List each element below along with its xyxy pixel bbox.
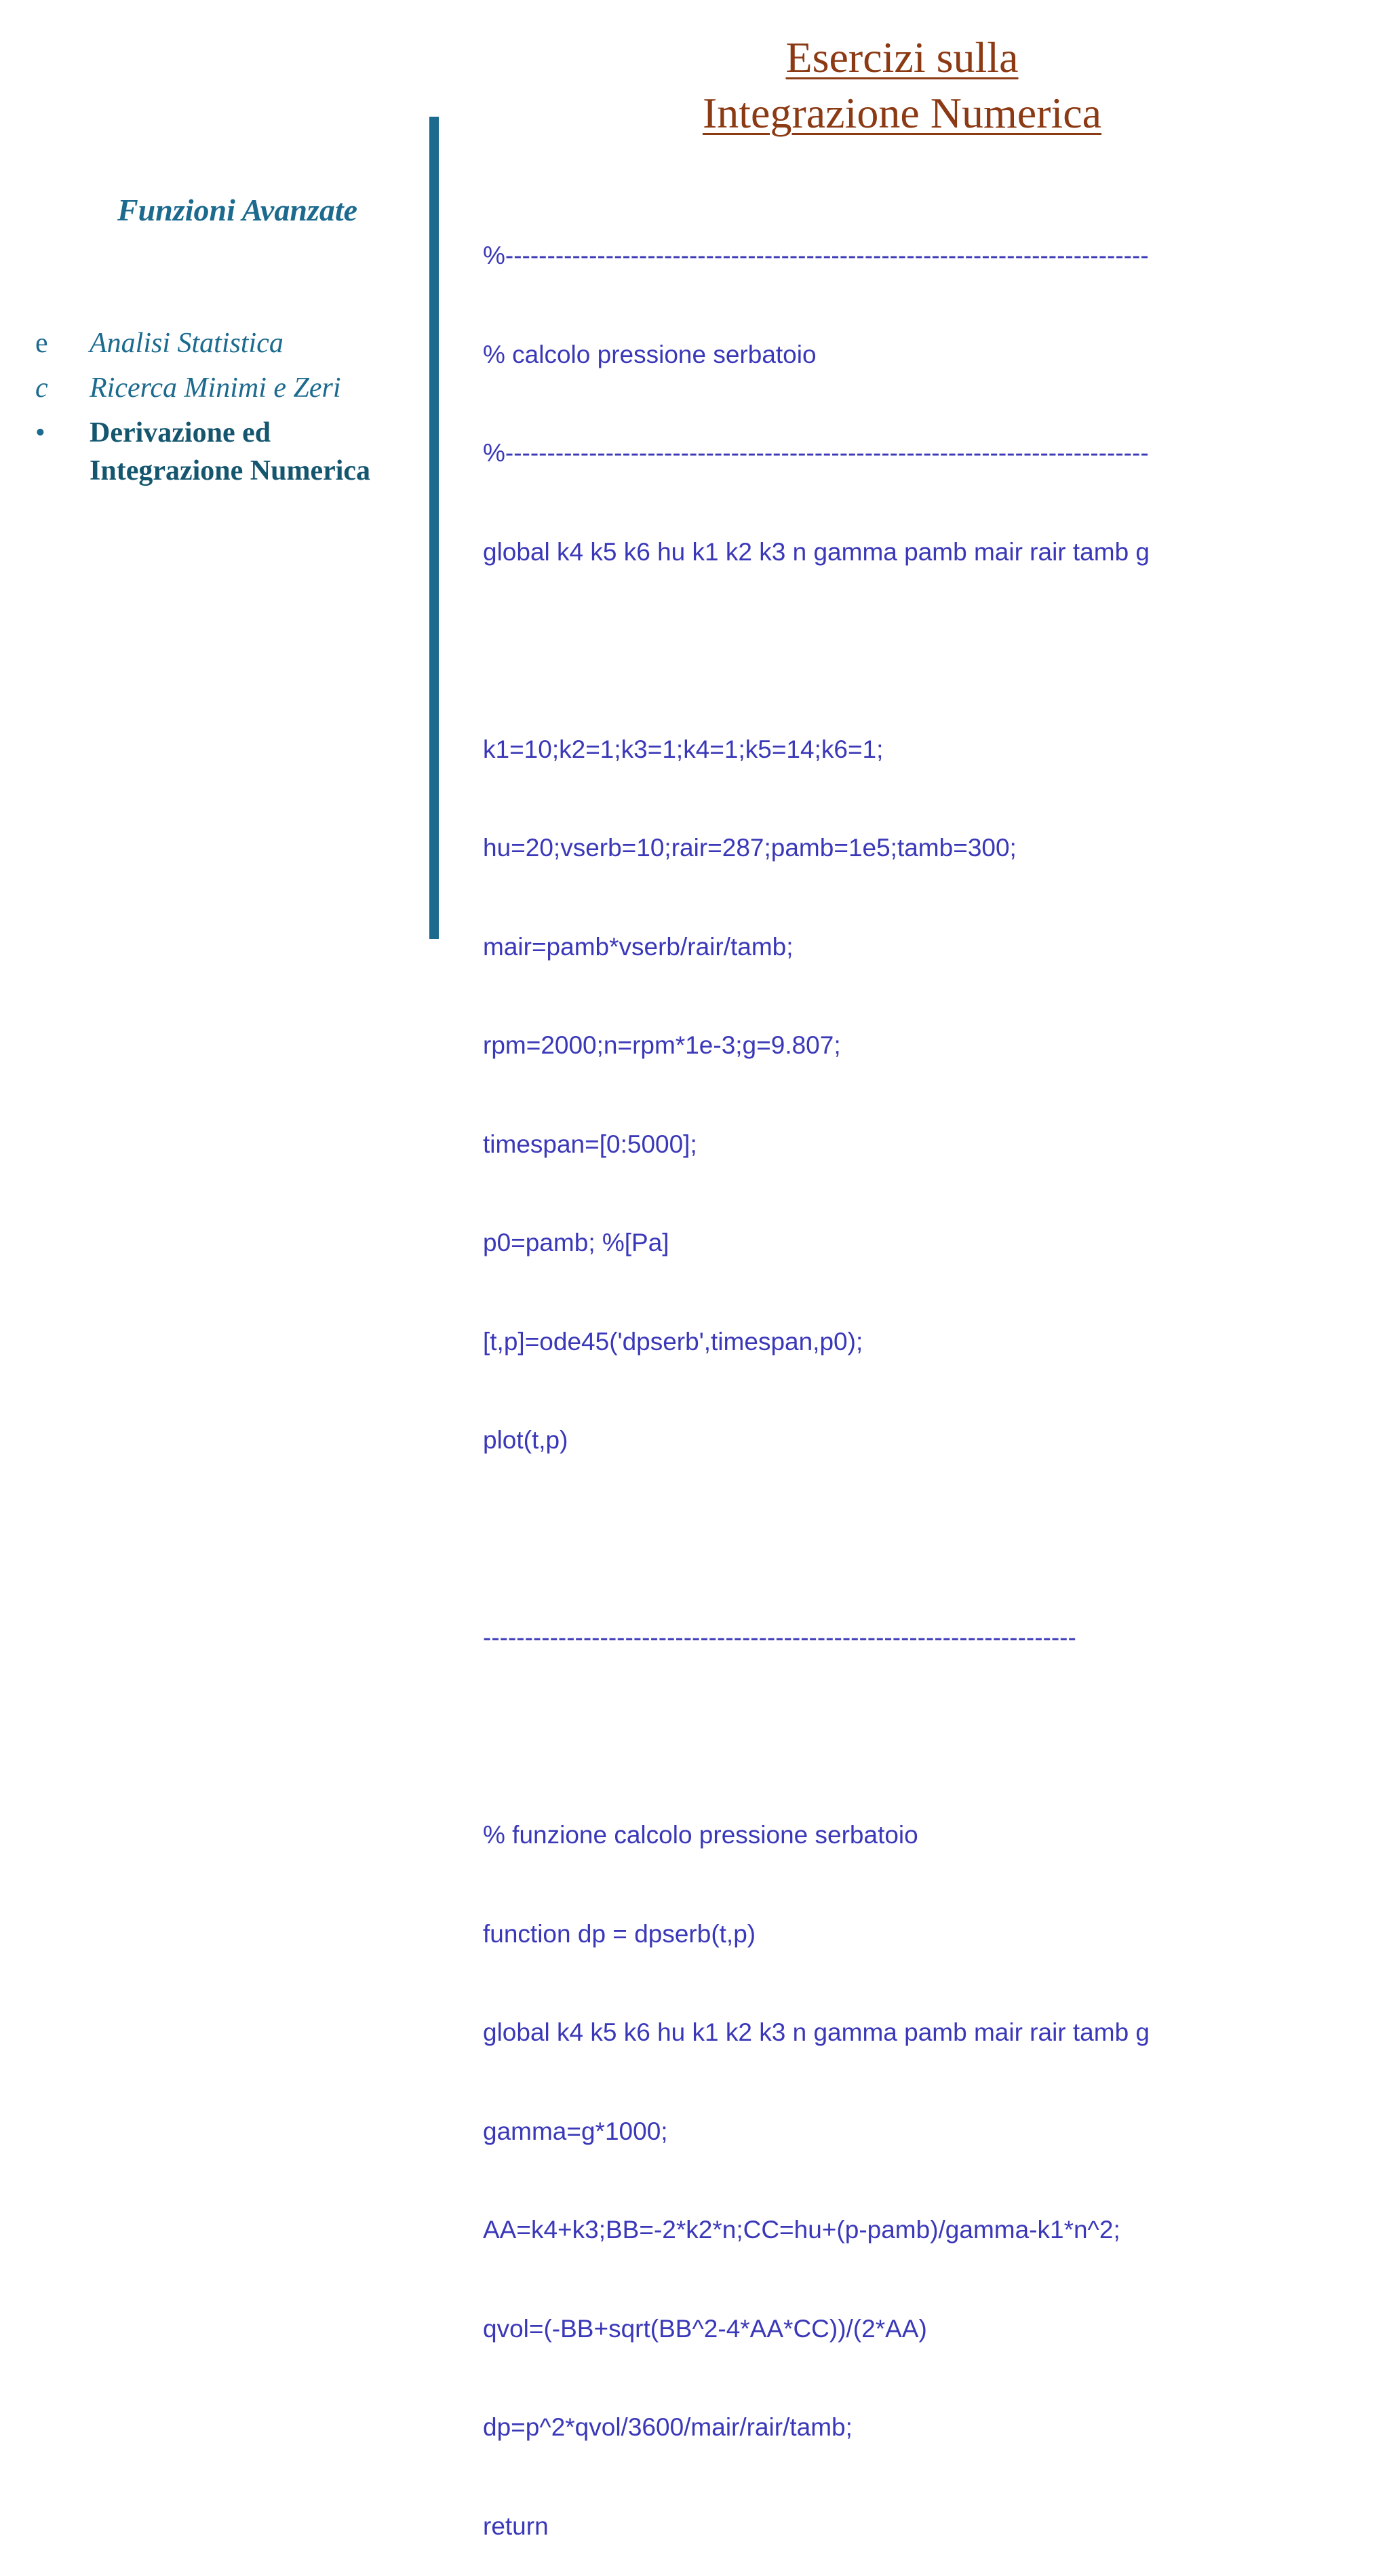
code-line: %----------------------------------------------------------------------------- xyxy=(483,439,1149,467)
topic-marker: c xyxy=(35,372,48,404)
code-line: gamma=g*1000; xyxy=(483,2117,668,2145)
code-line xyxy=(483,634,1365,668)
code-line: plot(t,p) xyxy=(483,1426,568,1454)
topic-item-derivazione-integrazione xyxy=(35,414,415,490)
code-line xyxy=(483,1523,1365,1556)
topic-item-ricerca-minimi-zeri xyxy=(35,369,415,407)
code-listing xyxy=(483,174,1365,2576)
code-line xyxy=(483,1720,1365,1754)
topic-label: Analisi Statistica xyxy=(90,328,283,359)
topic-marker: e xyxy=(35,328,48,359)
topic-label-line-2: Integrazione Numerica xyxy=(90,455,371,486)
code-line: AA=k4+k3;BB=-2*k2*n;CC=hu+(p-pamb)/gamma-k1*n^2; xyxy=(483,2216,1120,2244)
vertical-divider xyxy=(429,117,439,939)
code-line: rpm=2000;n=rpm*1e-3;g=9.807; xyxy=(483,1031,841,1059)
code-line: return xyxy=(483,2512,549,2540)
slide-title xyxy=(610,30,1194,141)
topic-list xyxy=(35,324,415,497)
topic-item-analisi-statistica xyxy=(35,324,415,362)
code-line: % calcolo pressione serbatoio xyxy=(483,340,817,368)
code-line: hu=20;vserb=10;rair=287;pamb=1e5;tamb=300; xyxy=(483,834,1017,862)
code-line: dp=p^2*qvol/3600/mair/rair/tamb; xyxy=(483,2413,853,2441)
code-line: timespan=[0:5000]; xyxy=(483,1130,697,1158)
bullet-icon: • xyxy=(35,417,45,448)
code-line: %----------------------------------------------------------------------------- xyxy=(483,242,1149,269)
code-line: global k4 k5 k6 hu k1 k2 k3 n gamma pamb mair rair tamb g xyxy=(483,2018,1150,2046)
code-line: % funzione calcolo pressione serbatoio xyxy=(483,1821,918,1849)
section-heading: Funzioni Avanzate xyxy=(117,193,358,227)
code-line: ----------------------------------------------------------------------- xyxy=(483,1623,1076,1651)
code-line: k1=10;k2=1;k3=1;k4=1;k5=14;k6=1; xyxy=(483,735,884,763)
code-line: qvol=(-BB+sqrt(BB^2-4*AA*CC))/(2*AA) xyxy=(483,2314,927,2343)
slide-title-line-1: Esercizi sulla xyxy=(785,33,1019,81)
code-line: p0=pamb; %[Pa] xyxy=(483,1229,669,1256)
topic-label-line-1: Derivazione ed xyxy=(90,417,271,448)
slide-title-line-2: Integrazione Numerica xyxy=(702,89,1102,137)
code-line: [t,p]=ode45('dpserb',timespan,p0); xyxy=(483,1327,863,1356)
topic-label: Ricerca Minimi e Zeri xyxy=(90,372,341,404)
code-line: global k4 k5 k6 hu k1 k2 k3 n gamma pamb mair rair tamb g xyxy=(483,537,1150,566)
code-line: mair=pamb*vserb/rair/tamb; xyxy=(483,932,794,961)
code-line: function dp = dpserb(t,p) xyxy=(483,1919,756,1948)
